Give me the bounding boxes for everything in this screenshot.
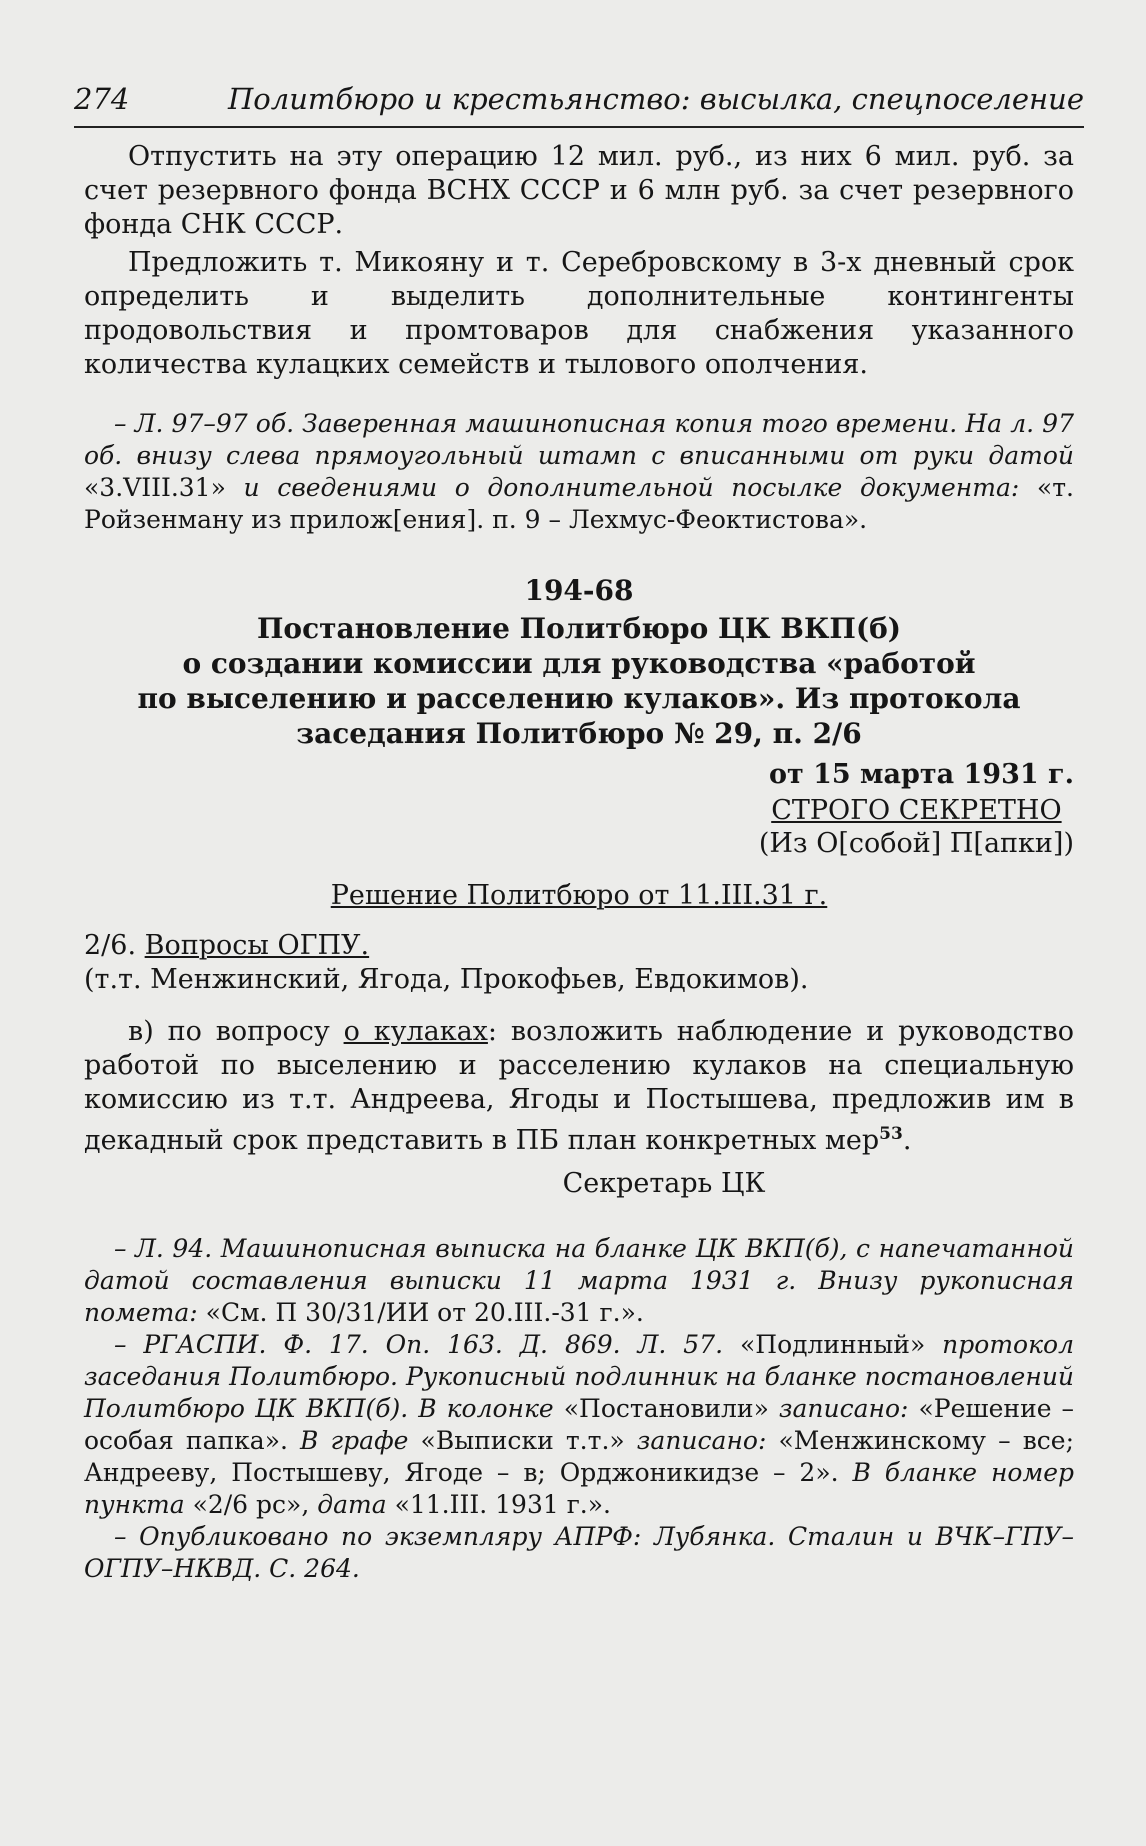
agenda-item: [84, 929, 1074, 963]
running-title: Политбюро и крестьянство: высылка, спецпоселение: [228, 82, 1084, 116]
archival-note-1: – Л. 97–97 об. Заверенная машинописная копия того времени. На л. 97 об. внизу слева прямоугольный штамп с вписанными от руки датой «3.VIII.31» и сведениями о дополнительной посылке документа: «т. Ройзенману из прилож[ения]. п. 9 – Лехмус-Феоктистова».: [84, 409, 1074, 534]
page-body: [84, 140, 1074, 1585]
continuation-paragraph-1: Отпустить на эту операцию 12 мил. руб., из них 6 мил. руб. за счет резервного фонда ВСНХ СССР и 6 млн руб. за счет резервного фонда СНК СССР.: [84, 141, 1074, 240]
footnote-ref: 53: [879, 1124, 903, 1144]
archival-notes-2: [84, 1233, 1074, 1585]
secrecy-stamp: [84, 794, 1074, 860]
archival-note-2c: – Опубликовано по экземпляру АПРФ: Лубянка. Сталин и ВЧК–ГПУ–ОГПУ–НКВД. С. 264.: [84, 1522, 1074, 1583]
secrecy-label: СТРОГО СЕКРЕТНО: [771, 795, 1062, 826]
continuation-paragraph-2: Предложить т. Микояну и т. Серебровскому в 3-х дневный срок определить и выделить дополнительные контингенты продовольствия и промтоваров для снабжения указанного количества кулацких семейств и тылового ополчения.: [84, 247, 1074, 380]
item-title: Вопросы ОГПУ.: [144, 930, 370, 961]
signature: Секретарь ЦК: [562, 1168, 766, 1199]
item-number: 2/6.: [84, 930, 137, 961]
speakers: (т.т. Менжинский, Ягода, Прокофьев, Евдокимов).: [84, 964, 809, 995]
document-date: от 15 марта 1931 г.: [768, 759, 1074, 790]
resolution-paragraph: в) по вопросу о кулаках: возложить наблюдение и руководство работой по выселению и расселению кулаков на специальную комиссию из т.т. Андреева, Ягоды и Постышева, предложив им в декадный срок представить в ПБ план конкретных мер$^{53}$.: [84, 1016, 1074, 1156]
page-header: [74, 80, 1084, 128]
page-number: 274: [74, 82, 130, 116]
folder-label: (Из О[собой] П[апки]): [758, 828, 1074, 859]
document-title: Постановление Политбюро ЦК ВКП(б) о создании комиссии для руководства «работой по выселению и расселению кулаков». Из протокола заседания Политбюро № 29, п. 2/6: [137, 612, 1021, 750]
archival-note-2b: – РГАСПИ. Ф. 17. Оп. 163. Д. 869. Л. 57. «Подлинный» протокол заседания Политбюро. Рукописный подлинник на бланке постановлений Политбюро ЦК ВКП(б). В колонке «Постановили» записано: «Решение – особая папка». В графе «Выписки т.т.» записано: «Менжинскому – все; Андрееву, Постышеву, Ягоде – в; Орджоникидзе – 2». В бланке номер пункта «2/6 рс», дата «11.III. 1931 г.».: [84, 1330, 1075, 1519]
document-number: 194-68: [524, 574, 634, 607]
archival-note-2a: – Л. 94. Машинописная выписка на бланке ЦК ВКП(б), с напечатанной датой составления выписки 11 марта 1931 г. Внизу рукописная помета: «См. П 30/31/ИИ от 20.III.-31 г.».: [84, 1234, 1074, 1327]
decision-heading: Решение Политбюро от 11.III.31 г.: [330, 880, 828, 911]
